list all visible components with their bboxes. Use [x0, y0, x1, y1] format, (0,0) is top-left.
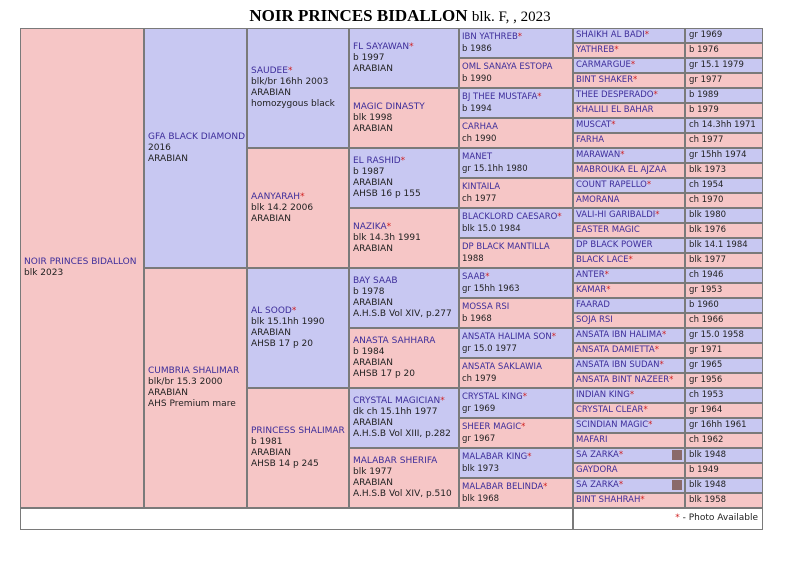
horse-name-link[interactable]: SA ZARKA [576, 450, 619, 460]
ancestor-info-gen5: b 1989 [685, 88, 763, 103]
horse-name-link[interactable]: SOJA RSI [576, 315, 613, 325]
horse-info: b 1997 [353, 52, 385, 63]
photo-available-marker: * [630, 60, 636, 70]
ancestor-cell-gen5 [573, 403, 685, 418]
ancestor-cell-gen3 [349, 328, 459, 388]
horse-info: ARABIAN [353, 418, 393, 428]
horse-name-link[interactable]: KINTAILA [462, 182, 501, 192]
photo-available-marker: * [606, 285, 611, 295]
ancestor-info-gen5: ch 1977 [685, 133, 763, 148]
ancestor-cell-gen5 [573, 493, 685, 508]
ancestor-cell-gen4 [459, 388, 573, 418]
horse-name-link[interactable]: SAUDEE [251, 66, 288, 76]
horse-info: ARABIAN [251, 328, 291, 338]
ancestor-info-gen5: blk 1958 [685, 493, 763, 508]
horse-info: A.H.S.B Vol XIII, p.282 [353, 429, 451, 439]
horse-name-link[interactable]: MAGIC DINASTY [353, 101, 425, 112]
photo-available-marker: * [557, 212, 562, 222]
horse-name-link[interactable]: BLACKLORD CAESARO [462, 212, 558, 222]
ancestor-info-gen5: b 1960 [685, 298, 763, 313]
horse-name-link[interactable]: ANSATA BINT NAZEER [576, 375, 670, 385]
photo-available-marker: * [648, 420, 653, 430]
horse-info: gr 1967 [462, 434, 496, 444]
horse-name-link[interactable]: KAMAR [576, 285, 607, 295]
photo-available-marker: * [646, 180, 652, 190]
horse-info: ARABIAN [353, 63, 393, 74]
ancestor-info-gen5: blk 1976 [685, 223, 763, 238]
horse-info: ARABIAN [251, 88, 291, 98]
horse-name-link[interactable]: ANSATA SAKLAWIA [462, 362, 542, 372]
photo-available-marker: * [661, 330, 667, 340]
horse-info: blk/br 15.3 2000 [148, 377, 223, 387]
horse-name-link[interactable]: YATHREB [576, 45, 615, 55]
ancestor-cell-gen5 [573, 208, 685, 223]
ancestor-cell-gen4 [459, 28, 573, 58]
ancestor-info-gen5: b 1976 [685, 43, 763, 58]
horse-info: ARABIAN [353, 358, 393, 368]
horse-info: ch 1977 [462, 194, 497, 204]
horse-info: ARABIAN [353, 123, 393, 134]
photo-thumbnail-icon[interactable] [672, 450, 682, 460]
horse-name-link[interactable]: DP BLACK MANTILLA [462, 242, 550, 252]
ancestor-cell-gen5 [573, 358, 685, 373]
photo-available-marker: * [522, 392, 527, 402]
ancestor-info-gen5: gr 1965 [685, 358, 763, 373]
legend-text: - Photo Available [679, 513, 758, 523]
ancestor-cell-gen4 [459, 58, 573, 88]
horse-name-link[interactable]: THEE DESPERADO [576, 90, 654, 100]
horse-name-link[interactable]: MOSSA RSI [462, 302, 510, 312]
ancestor-cell-gen5 [573, 118, 685, 133]
horse-info: 1988 [462, 254, 484, 264]
horse-info: gr 15hh 1963 [462, 284, 520, 294]
ancestor-cell-gen4 [459, 358, 573, 388]
ancestor-cell-gen5 [573, 43, 685, 58]
ancestor-cell-gen3 [349, 148, 459, 208]
ancestor-info-gen5: blk 1977 [685, 253, 763, 268]
ancestor-cell-gen3 [349, 268, 459, 328]
horse-info: b 1968 [462, 314, 492, 324]
horse-name-link[interactable]: GAYDORA [576, 465, 618, 475]
horse-name-link[interactable]: FAARAD [576, 300, 610, 310]
horse-name-link[interactable]: PRINCESS SHALIMAR [251, 426, 345, 436]
ancestor-cell-gen5 [573, 328, 685, 343]
horse-name-link[interactable]: ANSATA IBN SUDAN [576, 360, 660, 370]
horse-info: homozygous black [251, 99, 335, 109]
ancestor-cell-gen4 [459, 88, 573, 118]
horse-name-link[interactable]: MUSCAT [576, 120, 612, 130]
photo-available-marker: * [517, 32, 523, 42]
ancestor-cell-gen1 [144, 28, 247, 268]
ancestor-cell-gen5 [573, 28, 685, 43]
title-horse-name: NOIR PRINCES BIDALLON [249, 6, 468, 25]
horse-name-link[interactable]: MANET [462, 152, 493, 162]
horse-name-link[interactable]: EL RASHID [353, 156, 401, 166]
ancestor-cell-gen5 [573, 238, 685, 253]
horse-info: b 1986 [462, 44, 492, 54]
horse-info: blk 14.2 2006 [251, 202, 314, 213]
horse-info: b 1990 [462, 74, 492, 84]
photo-available-marker: * [409, 41, 414, 52]
horse-name-link[interactable]: DP BLACK POWER [576, 240, 653, 250]
photo-available-marker: * [654, 345, 659, 355]
ancestor-info-gen5: gr 15.1 1979 [685, 58, 763, 73]
ancestor-cell-gen4 [459, 238, 573, 268]
horse-info: AHSB 17 p 20 [353, 369, 416, 379]
photo-available-marker: * [551, 332, 556, 342]
horse-info: AHS Premium mare [148, 399, 236, 409]
ancestor-info-gen5: gr 1956 [685, 373, 763, 388]
horse-name-link[interactable]: MABROUKA EL AJZAA [576, 165, 667, 175]
horse-name-link[interactable]: CUMBRIA SHALIMAR [148, 366, 240, 376]
ancestor-cell-gen4 [459, 328, 573, 358]
photo-available-marker: * [521, 422, 526, 432]
horse-info: AHSB 17 p 20 [251, 339, 314, 349]
horse-info: ARABIAN [353, 298, 393, 308]
horse-name-link[interactable]: CARHAA [462, 122, 498, 132]
ancestor-cell-gen5 [573, 58, 685, 73]
photo-available-marker: * [640, 495, 645, 505]
horse-info: ARABIAN [148, 153, 188, 164]
horse-name-link[interactable]: BLACK LACE [576, 255, 629, 265]
horse-name-link[interactable]: AL SOOD [251, 306, 292, 316]
horse-info: b 1978 [353, 287, 385, 297]
ancestor-cell-gen2 [247, 268, 349, 388]
ancestor-info-gen5: ch 1954 [685, 178, 763, 193]
ancestor-cell-gen5 [573, 448, 685, 463]
horse-name-link[interactable]: CRYSTAL CLEAR [576, 405, 644, 415]
ancestor-info-gen5: ch 1970 [685, 193, 763, 208]
ancestor-cell-gen1 [144, 268, 247, 508]
ancestor-cell-gen4 [459, 448, 573, 478]
ancestor-cell-gen5 [573, 313, 685, 328]
horse-info: ch 1990 [462, 134, 497, 144]
horse-info: AHSB 14 p 245 [251, 459, 319, 469]
ancestor-info-gen5: ch 1946 [685, 268, 763, 283]
photo-available-marker: * [604, 270, 609, 280]
ancestor-cell-gen5 [573, 418, 685, 433]
horse-name-link[interactable]: SA ZARKA [576, 480, 619, 490]
ancestor-cell-gen3 [349, 388, 459, 448]
ancestor-cell-gen5 [573, 478, 685, 493]
horse-info: blk 15.0 1984 [462, 224, 521, 234]
ancestor-cell-gen5 [573, 133, 685, 148]
photo-available-marker: * [618, 450, 624, 460]
horse-name-link[interactable]: EASTER MAGIC [576, 225, 640, 235]
ancestor-cell-gen5 [573, 298, 685, 313]
ancestor-info-gen5: blk 1973 [685, 163, 763, 178]
horse-name-link[interactable]: MARAWAN [576, 150, 621, 160]
photo-available-marker: * [400, 156, 406, 166]
photo-available-marker: * [611, 120, 616, 130]
ancestor-info-gen5: ch 1953 [685, 388, 763, 403]
ancestor-cell-gen5 [573, 283, 685, 298]
ancestor-info-gen5: ch 14.3hh 1971 [685, 118, 763, 133]
ancestor-info-gen5: gr 1971 [685, 343, 763, 358]
ancestor-info-gen5: ch 1966 [685, 313, 763, 328]
ancestor-cell-gen4 [459, 178, 573, 208]
ancestor-info-gen5: b 1949 [685, 463, 763, 478]
horse-info: ARABIAN [353, 178, 393, 188]
ancestor-cell-gen2 [247, 28, 349, 148]
ancestor-cell-gen3 [349, 88, 459, 148]
horse-name-link[interactable]: GFA BLACK DIAMOND [148, 131, 246, 142]
horse-name-link[interactable]: MALABAR BELINDA [462, 482, 544, 492]
horse-name-link[interactable]: OML SANAYA ESTOPA [462, 62, 553, 72]
horse-info: b 1984 [353, 347, 385, 357]
horse-info: ARABIAN [353, 478, 393, 488]
horse-info: blk 1968 [462, 494, 500, 504]
horse-info: dk ch 15.1hh 1977 [353, 407, 438, 417]
ancestor-info-gen5: gr 1977 [685, 73, 763, 88]
photo-available-marker: * [291, 306, 297, 316]
ancestor-info-gen5: blk 14.1 1984 [685, 238, 763, 253]
ancestor-info-gen5: gr 15.0 1958 [685, 328, 763, 343]
photo-available-marker: * [287, 66, 293, 76]
photo-available-marker: * [669, 375, 674, 385]
ancestor-cell-gen5 [573, 73, 685, 88]
ancestor-cell-gen4 [459, 148, 573, 178]
horse-info: gr 15.0 1977 [462, 344, 517, 354]
horse-info: AHSB 16 p 155 [353, 189, 421, 199]
photo-available-marker: * [527, 452, 532, 462]
ancestor-info-gen5: gr 15hh 1974 [685, 148, 763, 163]
horse-info: blk 14.3h 1991 [353, 232, 421, 243]
horse-info: blk 2023 [24, 268, 64, 278]
horse-name-link[interactable]: SHEER MAGIC [462, 422, 522, 432]
photo-available-marker: * [655, 210, 660, 220]
ancestor-cell-gen5 [573, 433, 685, 448]
horse-info: ARABIAN [251, 213, 291, 224]
horse-info: ARABIAN [148, 388, 188, 398]
horse-name-link[interactable]: INDIAN KING [576, 390, 630, 400]
horse-name-link[interactable]: CRYSTAL MAGICIAN [353, 396, 441, 406]
horse-info: blk 15.1hh 1990 [251, 317, 325, 327]
horse-info: ARABIAN [251, 448, 291, 458]
photo-available-marker: * [633, 75, 638, 85]
horse-info: blk 1977 [353, 467, 393, 477]
horse-info: ch 1979 [462, 374, 497, 384]
photo-available-marker: * [644, 30, 649, 40]
ancestor-cell-gen5 [573, 148, 685, 163]
horse-info: gr 1969 [462, 404, 496, 414]
photo-available-marker: * [440, 396, 445, 406]
ancestor-info-gen5: gr 16hh 1961 [685, 418, 763, 433]
ancestor-info-gen5: b 1979 [685, 103, 763, 118]
ancestor-cell-gen2 [247, 388, 349, 508]
horse-name-link[interactable]: COUNT RAPELLO [576, 180, 647, 190]
horse-name-link[interactable]: IBN YATHREB [462, 32, 518, 42]
horse-name-link[interactable]: SAAB [462, 272, 486, 282]
horse-name-link[interactable]: CARMARGUE [576, 60, 631, 70]
ancestor-cell-gen3 [349, 28, 459, 88]
horse-name-link[interactable]: ANASTA SAHHARA [353, 336, 436, 346]
photo-available-marker: * [659, 360, 664, 370]
horse-info: A.H.S.B Vol XIV, p.277 [353, 309, 452, 319]
ancestor-info-gen5: gr 1953 [685, 283, 763, 298]
legend-star: * [675, 513, 680, 523]
horse-name-link[interactable]: MAFARI [576, 435, 608, 445]
ancestor-cell-gen5 [573, 373, 685, 388]
horse-name-link[interactable]: KHALILI EL BAHAR [576, 105, 654, 115]
ancestor-cell-gen5 [573, 163, 685, 178]
photo-available-marker: * [386, 221, 392, 232]
horse-name-link[interactable]: BINT SHAHRAH [576, 495, 641, 505]
horse-info: ARABIAN [353, 243, 393, 254]
ancestor-cell-gen5 [573, 253, 685, 268]
photo-available-marker: * [629, 390, 635, 400]
photo-available-marker: * [614, 45, 619, 55]
photo-available-marker: * [537, 92, 542, 102]
title-details: blk. F, , 2023 [471, 9, 551, 25]
ancestor-info-gen5: blk 1980 [685, 208, 763, 223]
photo-legend [573, 508, 763, 530]
ancestor-cell-gen5 [573, 343, 685, 358]
ancestor-cell-gen4 [459, 268, 573, 298]
photo-thumbnail-icon[interactable] [672, 480, 682, 490]
ancestor-cell-gen5 [573, 88, 685, 103]
horse-name-link[interactable]: BJ THEE MUSTAFA [462, 92, 538, 102]
ancestor-cell-gen5 [573, 463, 685, 478]
footer-left-cell [20, 508, 573, 530]
photo-available-marker: * [618, 480, 624, 490]
horse-info: 2016 [148, 142, 171, 153]
horse-info: blk 1973 [462, 464, 500, 474]
horse-name-link[interactable]: BAY SAAB [353, 276, 398, 286]
ancestor-cell-gen4 [459, 298, 573, 328]
photo-available-marker: * [543, 482, 548, 492]
horse-name-link[interactable]: SHAIKH AL BADI [576, 30, 645, 40]
horse-name-link[interactable]: FL SAYAWAN [353, 41, 410, 52]
horse-info: blk 1998 [353, 112, 393, 123]
horse-name-link[interactable]: ANTER [576, 270, 605, 280]
ancestor-cell-gen3 [349, 208, 459, 268]
horse-name-link[interactable]: VALI-HI GARIBALDI [576, 210, 656, 220]
horse-name-link[interactable]: MALABAR SHERIFA [353, 456, 438, 466]
horse-name-link[interactable]: ANSATA IBN HALIMA [576, 330, 662, 340]
ancestor-info-gen5: gr 1964 [685, 403, 763, 418]
ancestor-cell-gen5 [573, 178, 685, 193]
ancestor-info-gen5: blk 1948 [685, 478, 763, 493]
ancestor-cell-gen4 [459, 208, 573, 238]
photo-available-marker: * [653, 90, 658, 100]
ancestor-info-gen5: ch 1962 [685, 433, 763, 448]
ancestor-info-gen5: gr 1969 [685, 28, 763, 43]
horse-name-link[interactable]: CRYSTAL KING [462, 392, 523, 402]
ancestor-cell-gen4 [459, 118, 573, 148]
horse-name-link[interactable]: ANSATA HALIMA SON [462, 332, 552, 342]
photo-available-marker: * [620, 150, 625, 160]
page-title [0, 6, 800, 26]
ancestor-cell-gen5 [573, 193, 685, 208]
ancestor-cell-gen5 [573, 223, 685, 238]
ancestor-cell-gen4 [459, 478, 573, 508]
photo-available-marker: * [300, 191, 305, 202]
horse-name-link[interactable]: FARHA [576, 135, 605, 145]
horse-name-link[interactable]: ANSATA DAMIETTA [576, 345, 655, 355]
horse-info: gr 15.1hh 1980 [462, 164, 528, 174]
horse-name-link[interactable]: AMORANA [576, 195, 620, 205]
ancestor-cell-gen5 [573, 268, 685, 283]
horse-info: b 1994 [462, 104, 492, 114]
horse-info: A.H.S.B Vol XIV, p.510 [353, 489, 452, 499]
ancestor-cell-gen3 [349, 448, 459, 508]
horse-name-link[interactable]: NOIR PRINCES BIDALLON [24, 257, 137, 267]
horse-name-link[interactable]: BINT SHAKER [576, 75, 634, 85]
ancestor-cell-gen4 [459, 418, 573, 448]
photo-available-marker: * [628, 255, 633, 265]
horse-info: blk/br 16hh 2003 [251, 77, 329, 87]
horse-info: b 1987 [353, 167, 385, 177]
subject-horse-cell [20, 28, 144, 508]
horse-info: b 1981 [251, 437, 283, 447]
ancestor-info-gen5: blk 1948 [685, 448, 763, 463]
ancestor-cell-gen2 [247, 148, 349, 268]
horse-name-link[interactable]: AANYARAH [251, 191, 301, 202]
horse-name-link[interactable]: SCINDIAN MAGIC [576, 420, 649, 430]
horse-name-link[interactable]: MALABAR KING [462, 452, 528, 462]
ancestor-cell-gen5 [573, 103, 685, 118]
horse-name-link[interactable]: NAZIKA [353, 221, 387, 232]
ancestor-cell-gen5 [573, 388, 685, 403]
photo-available-marker: * [643, 405, 648, 415]
photo-available-marker: * [485, 272, 490, 282]
